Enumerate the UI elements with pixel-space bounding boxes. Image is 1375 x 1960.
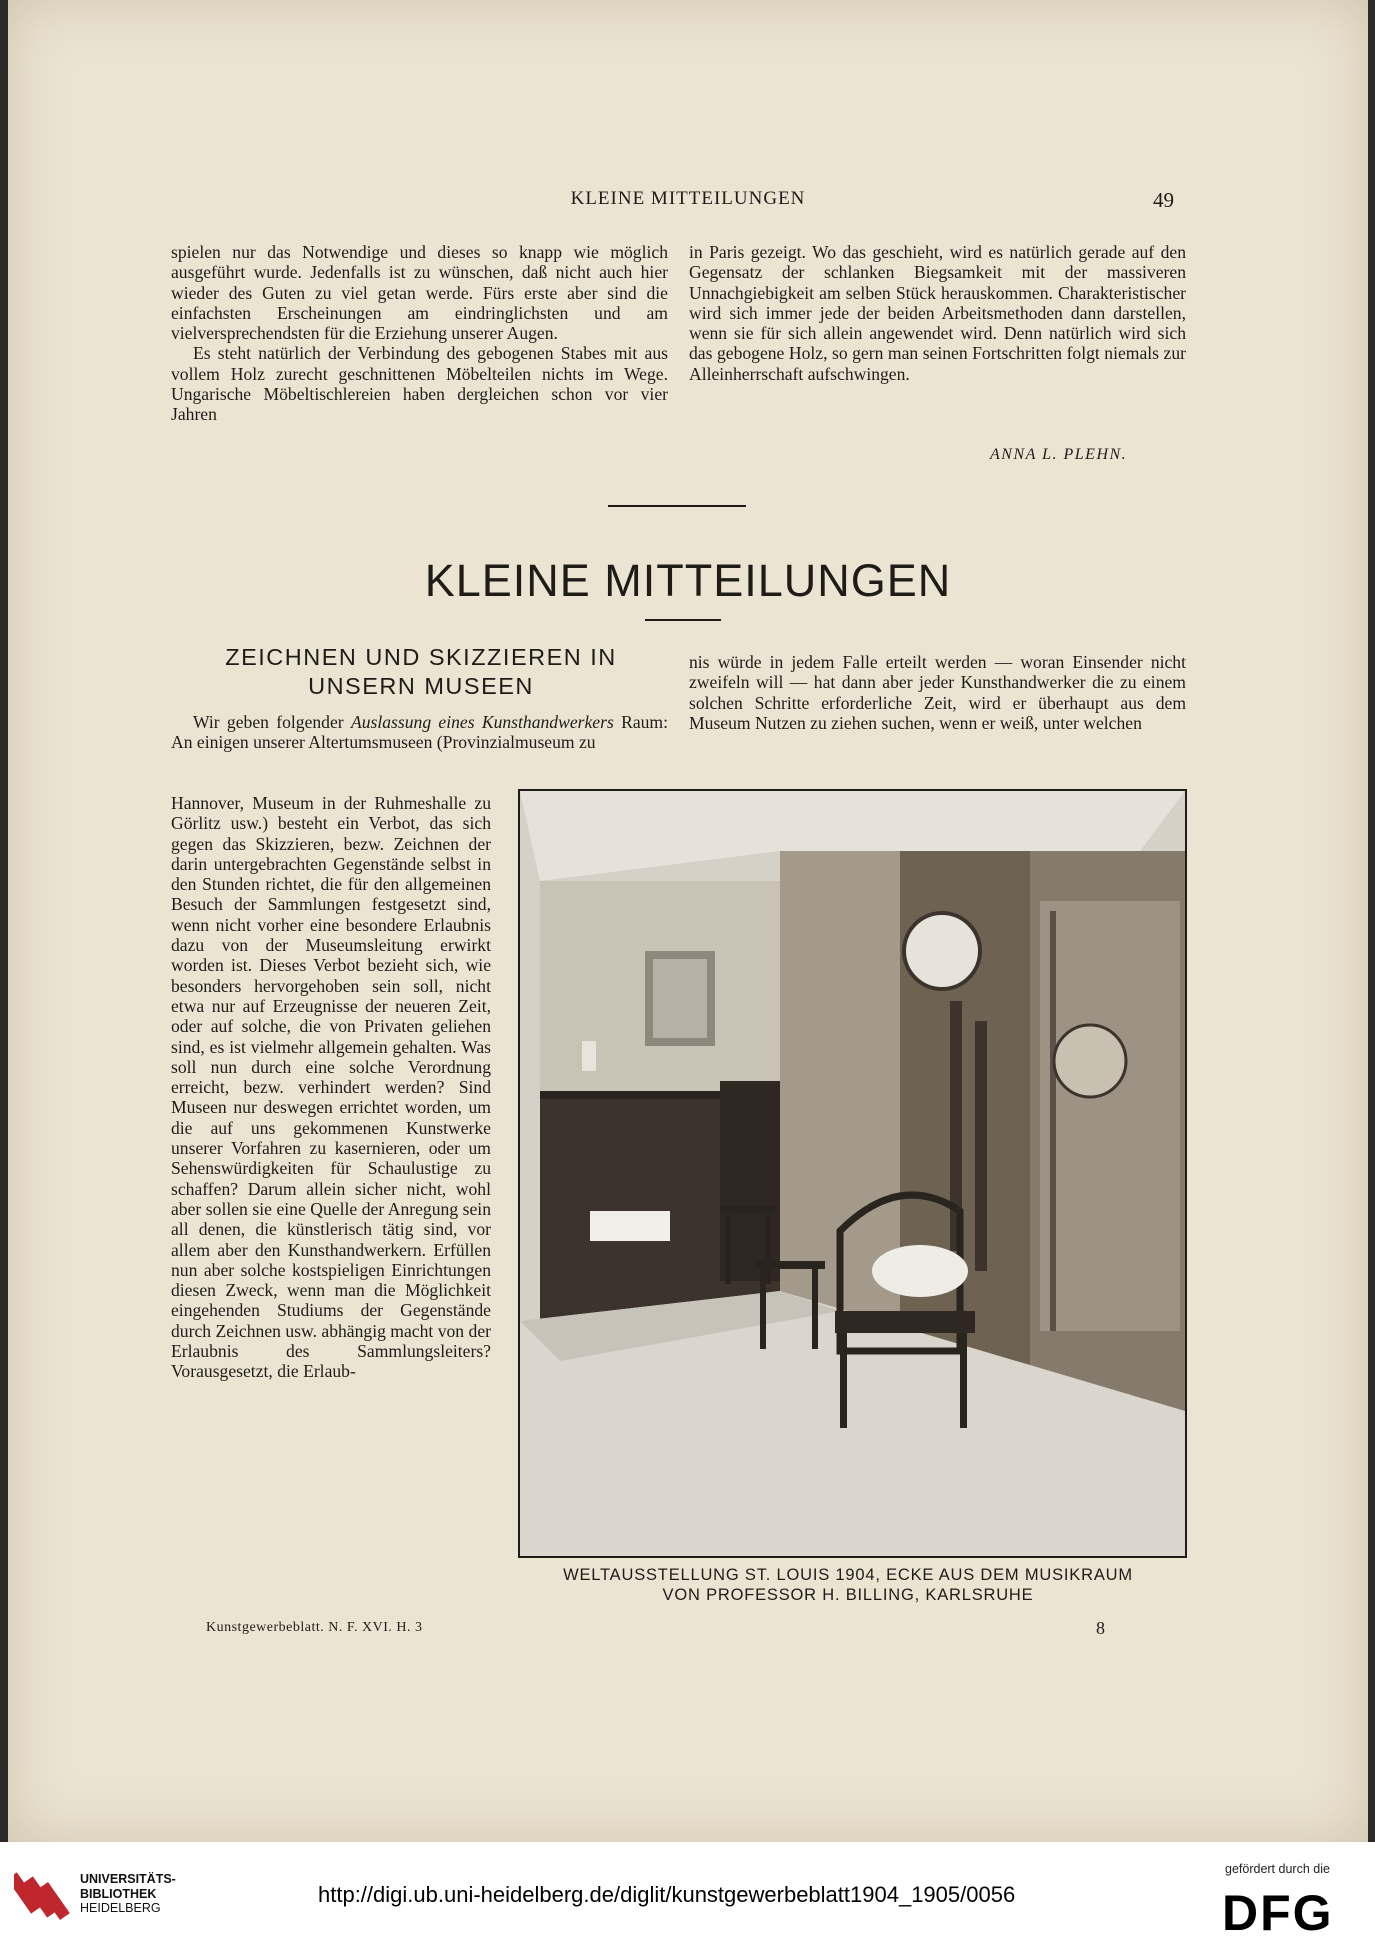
top-right-column — [689, 242, 1186, 384]
permalink-url[interactable]: http://digi.ub.uni-heidelberg.de/diglit/kunstgewerbeblatt1904_1905/0056 — [318, 1882, 1016, 1907]
article-title-line: UNSERN MUSEEN — [308, 673, 534, 699]
running-head — [8, 188, 1368, 218]
caption-line: VON PROFESSOR H. BILLING, KARLSRUHE — [662, 1586, 1034, 1604]
article-left-column — [171, 793, 491, 1615]
article-title — [176, 643, 666, 701]
paragraph: Es steht natürlich der Verbindung des gebogenen Stabes mit aus vollem Holz zurecht geschnittenen Möbelteilen nichts im Wege. Ungarische Möbeltischlereien haben dergleichen schon vor vier Jahren — [171, 343, 668, 425]
interior-photograph — [518, 789, 1187, 1558]
page-number: 49 — [1153, 188, 1174, 212]
section-divider — [608, 505, 746, 507]
top-left-column — [171, 242, 668, 425]
intro-text: Wir geben folgender — [193, 712, 344, 732]
article-text: Hannover, Museum in der Ruhmeshalle zu Görlitz usw.) besteht ein Verbot, das sich gegen das Skizzieren, bezw. Zeichnen der darin untergebrachten Gegenstände selbst in den Stunden richtet, die für den allgemeinen Besuch der Sammlungen festgesetzt sind, wenn nicht vorher eine besondere Erlaubnis dazu von der Museumsleitung erwirkt worden ist. Dieses Verbot bezieht sich, wie besonders hervorgehoben sein soll, nicht etwa nur auf Erzeugnisse der neueren Zeit, oder auf solche, die von Privaten geliehen sind, es ist vielmehr allgemein gehalten. Was soll nun durch eine solche Verordnung erreicht, bezw. verhindert werden? Sind Museen nur deswegen errichtet worden, um die auf uns gekommenen Kunstwerke unserer Vorfahren zu kasernieren, oder um Sehenswürdigkeiten für Schaulustige zu schaffen? Darum allein sicher nicht, wohl aber sollen sie eine Quelle der Anregung sein all denen, die künstlerisch tätig sind, vor allem aber den Kunsthandwerkern. Erfüllen nun aber solche kostspieligen Einrichtungen diesen Zweck, wenn man die Möglichkeit eingehenden Studiums der Gegenstände durch Zeichnen usw. abhängig macht von der Erlaubnis des Sammlungsleiters? Vorausgesetzt, die Erlaub- — [171, 793, 491, 1382]
library-name-line: UNIVERSITÄTS- — [80, 1872, 176, 1886]
section-title: KLEINE MITTEILUNGEN — [424, 555, 952, 606]
library-name[interactable] — [80, 1872, 176, 1916]
article-text: nis würde in jedem Falle erteilt werden — woran Einsender nicht zweifeln will — hat dann aber jeder Kunsthandwerker die zu einem solchen Schritte erforderliche Zeit, wird er überhaupt aus dem Museum Nutzen zu ziehen suchen, wenn er weiß, unter welchen — [689, 652, 1186, 733]
digitization-bar — [0, 1842, 1375, 1960]
caption-line: WELTAUSSTELLUNG ST. LOUIS 1904, ECKE AUS DEM MUSIKRAUM — [563, 1566, 1133, 1584]
title-underline — [645, 619, 721, 621]
intro-text: Raum: An einigen unserer Altertumsmuseen (Provinzialmuseum zu — [171, 712, 669, 753]
intro-italic-text: Auslassung eines Kunsthandwerkers — [350, 712, 614, 732]
intro-paragraph — [171, 712, 668, 753]
music-room-illustration — [520, 791, 1185, 1556]
university-library-logo-icon[interactable] — [14, 1868, 74, 1928]
figure-caption — [498, 1565, 1198, 1605]
scanned-page — [8, 0, 1368, 1842]
dfg-logo[interactable]: DFG — [1222, 1885, 1334, 1941]
paragraph: spielen nur das Notwendige und dieses so knapp wie möglich ausgeführt wurde. Jedenfalls ist zu wünschen, daß nicht auch hier wieder des Guten zu viel getan werde. Fürs erste aber sind die einfachsten Erscheinungen am eindringlichsten und am vielversprechendsten für die Erziehung unserer Augen. — [171, 242, 668, 344]
article-title-line: ZEICHNEN UND SKIZZIEREN IN — [225, 644, 617, 670]
signature-mark: 8 — [1096, 1618, 1105, 1638]
running-title: KLEINE MITTEILUNGEN — [570, 188, 806, 209]
funding-label: gefördert durch die — [1225, 1862, 1330, 1876]
paragraph: in Paris gezeigt. Wo das geschieht, wird es natürlich gerade auf den Gegensatz der schlanken Biegsamkeit mit der massiveren Unnachgiebigkeit am selben Stück herauskommen. Charakteristischer wird sich immer jede der beiden Arbeitsmethoden dann darstellen, wenn sie für sich allein angewendet wird. Denn natürlich wird sich das gebogene Holz, so gern man seinen Fortschritten folgt niemals zur Alleinherrschaft aufschwingen. — [689, 242, 1186, 384]
journal-footer: Kunstgewerbeblatt. N. F. XVI. H. 3 — [206, 1620, 423, 1635]
article-right-column — [689, 652, 1186, 733]
library-name-line: BIBLIOTHEK — [80, 1886, 157, 1901]
library-name-line: HEIDELBERG — [80, 1901, 161, 1915]
author-signature: ANNA L. PLEHN. — [990, 446, 1128, 463]
article-intro — [171, 712, 668, 753]
